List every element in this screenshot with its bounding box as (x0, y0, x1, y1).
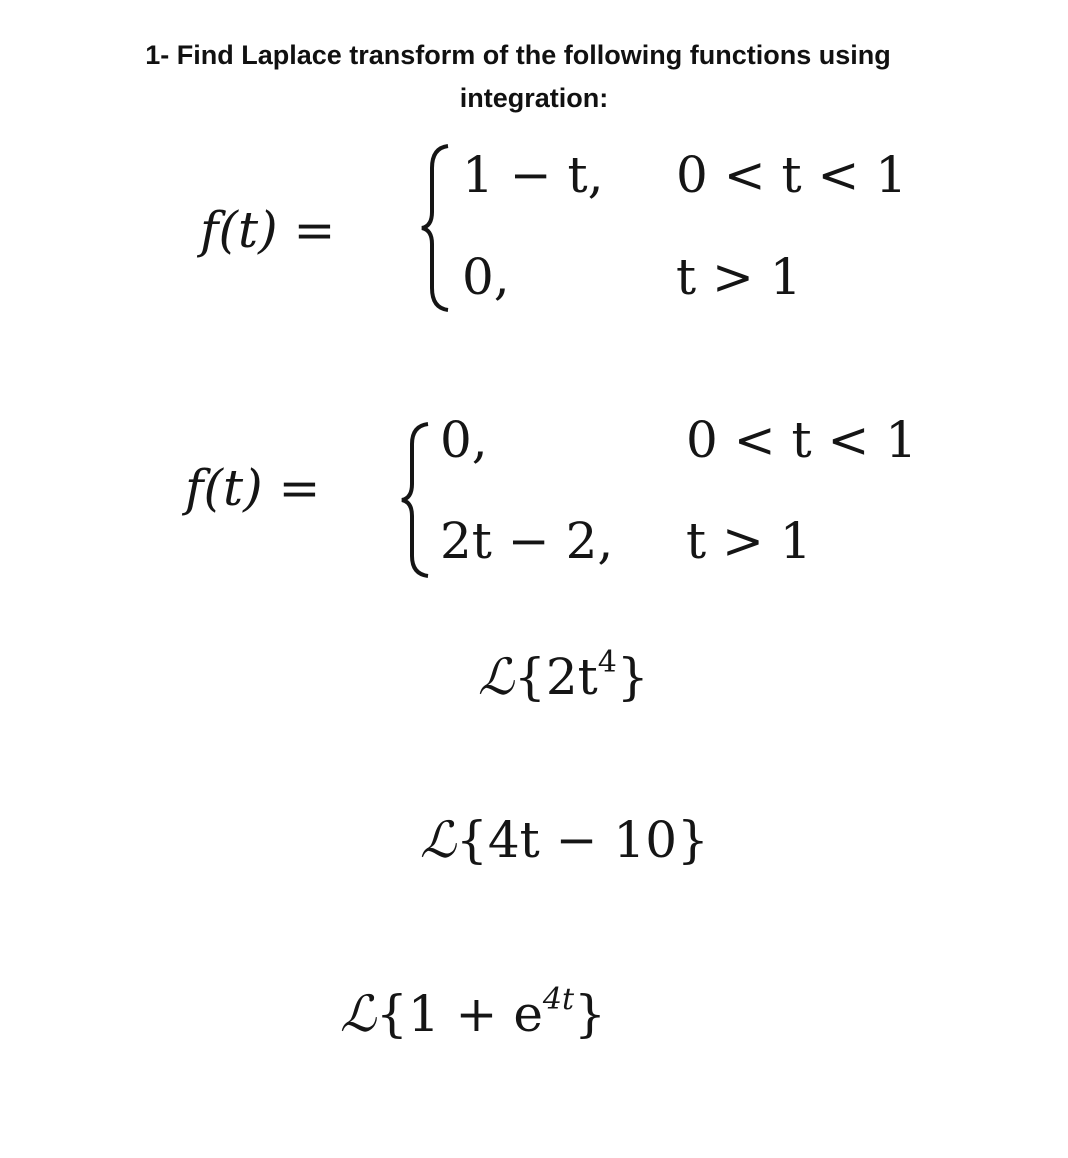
exponent: 4t (542, 982, 575, 1017)
laplace-operator: ℒ (478, 648, 515, 706)
instruction-line-1: 1- Find Laplace transform of the following functions using (145, 40, 891, 70)
laplace-expression-3 (340, 982, 606, 1043)
case-2-condition: t > 1 (676, 248, 802, 306)
case-2-expression: 2t − 2, (440, 512, 614, 570)
case-1-expression: 0, (440, 411, 488, 469)
expression-body: {4t − 10} (456, 811, 709, 869)
expression-close: } (574, 985, 606, 1043)
case-1-condition: 0 < t < 1 (686, 411, 918, 469)
exponent: 4 (597, 645, 617, 680)
case-2-expression: 0, (462, 248, 510, 306)
laplace-operator: ℒ (420, 811, 457, 869)
function-lhs: f(t) = (200, 201, 336, 259)
laplace-expression-2 (420, 811, 709, 869)
left-brace (398, 420, 432, 580)
laplace-operator: ℒ (340, 985, 377, 1043)
case-1-expression: 1 − t, (462, 146, 604, 204)
expression-open: {2t (514, 648, 598, 706)
function-lhs: f(t) = (185, 459, 321, 517)
expression-close: } (616, 648, 649, 706)
laplace-expression-1 (478, 645, 649, 706)
instruction-line-2: integration: (459, 83, 609, 113)
case-1-condition: 0 < t < 1 (676, 146, 908, 204)
case-2-condition: t > 1 (686, 512, 812, 570)
expression-open: {1 + e (376, 985, 543, 1043)
left-brace (418, 142, 452, 314)
